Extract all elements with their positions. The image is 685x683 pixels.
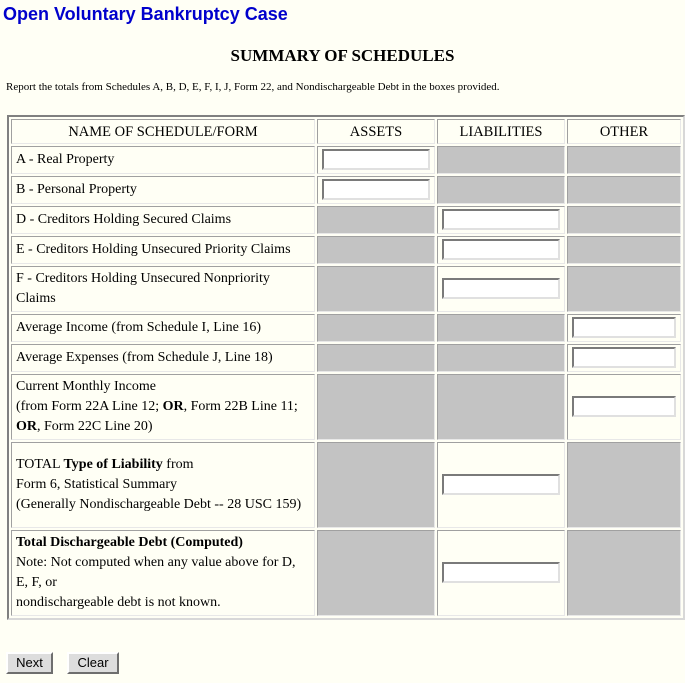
disabled-cell	[567, 530, 681, 616]
disabled-cell	[317, 530, 435, 616]
header-other: OTHER	[567, 119, 681, 144]
current-monthly-income-input[interactable]	[572, 396, 676, 417]
assets-cell	[317, 176, 435, 204]
next-button[interactable]: Next	[6, 652, 53, 674]
other-cell	[567, 374, 681, 440]
row-label: D - Creditors Holding Secured Claims	[11, 206, 315, 234]
disabled-cell	[567, 206, 681, 234]
page-title: Open Voluntary Bankruptcy Case	[3, 4, 288, 24]
discharge-note: nondischargeable debt is not known.	[16, 595, 221, 610]
cmi-line1: Current Monthly Income	[16, 379, 156, 394]
row-label	[11, 442, 315, 528]
row-label: B - Personal Property	[11, 176, 315, 204]
section-title: SUMMARY OF SCHEDULES	[230, 46, 455, 65]
liabilities-cell	[437, 442, 565, 528]
table-row-b	[11, 176, 681, 204]
table-row-total-type	[11, 442, 681, 528]
disabled-cell	[567, 442, 681, 528]
disabled-cell	[437, 176, 565, 204]
table-row-discharge	[11, 530, 681, 616]
table-row-a	[11, 146, 681, 174]
disabled-cell	[317, 236, 435, 264]
cmi-text: , Form 22C Line 20)	[37, 419, 153, 434]
liabilities-cell	[437, 236, 565, 264]
total-type-line2: Form 6, Statistical Summary	[16, 477, 177, 492]
header-row	[11, 119, 681, 144]
total-type-bold: Type of Liability	[63, 457, 163, 472]
disabled-cell	[437, 344, 565, 372]
row-label: E - Creditors Holding Unsecured Priority Claims	[11, 236, 315, 264]
clear-button[interactable]: Clear	[67, 652, 119, 674]
other-cell	[567, 344, 681, 372]
disabled-cell	[567, 266, 681, 312]
table-row-f	[11, 266, 681, 312]
row-label: Average Expenses (from Schedule J, Line 18)	[11, 344, 315, 372]
cmi-or: OR	[16, 419, 37, 434]
assets-cell	[317, 146, 435, 174]
table-row-d	[11, 206, 681, 234]
cmi-or: OR	[162, 399, 184, 414]
row-label: F - Creditors Holding Unsecured Nonpriority Claims	[11, 266, 315, 312]
disabled-cell	[567, 176, 681, 204]
header-assets: ASSETS	[317, 119, 435, 144]
dischargeable-debt-input[interactable]	[442, 562, 560, 583]
row-label	[11, 374, 315, 440]
total-type-line3: (Generally Nondischargeable Debt -- 28 USC 159)	[16, 497, 302, 512]
header-liabilities: LIABILITIES	[437, 119, 565, 144]
table-row-cmi	[11, 374, 681, 440]
secured-claims-liabilities-input[interactable]	[442, 209, 560, 230]
disabled-cell	[317, 314, 435, 342]
row-label	[11, 530, 315, 616]
disabled-cell	[317, 206, 435, 234]
disabled-cell	[317, 374, 435, 440]
cmi-text: (from Form 22A Line 12;	[16, 399, 163, 414]
disabled-cell	[567, 236, 681, 264]
average-expenses-other-input[interactable]	[572, 347, 676, 368]
total-type-text: from	[162, 457, 194, 472]
disabled-cell	[437, 146, 565, 174]
average-income-other-input[interactable]	[572, 317, 676, 338]
summary-of-schedules-table	[7, 115, 685, 620]
table-row-income	[11, 314, 681, 342]
real-property-assets-input[interactable]	[322, 149, 430, 170]
disabled-cell	[437, 374, 565, 440]
other-cell	[567, 314, 681, 342]
cmi-text: , Form 22B Line 11;	[183, 399, 298, 414]
personal-property-assets-input[interactable]	[322, 179, 430, 200]
header-name: NAME OF SCHEDULE/FORM	[11, 119, 315, 144]
disabled-cell	[437, 314, 565, 342]
disabled-cell	[317, 442, 435, 528]
table-row-e	[11, 236, 681, 264]
row-label: A - Real Property	[11, 146, 315, 174]
discharge-note: Note: Not computed when any value above for D, E, F, or	[16, 555, 296, 590]
nondischargeable-debt-input[interactable]	[442, 474, 560, 495]
table-row-expenses	[11, 344, 681, 372]
liabilities-cell	[437, 266, 565, 312]
liabilities-cell	[437, 206, 565, 234]
disabled-cell	[317, 266, 435, 312]
disabled-cell	[317, 344, 435, 372]
row-label: Average Income (from Schedule I, Line 16)	[11, 314, 315, 342]
disabled-cell	[567, 146, 681, 174]
liabilities-cell	[437, 530, 565, 616]
nonpriority-claims-liabilities-input[interactable]	[442, 278, 560, 299]
instructions-text: Report the totals from Schedules A, B, D, E, F, I, J, Form 22, and Nondischargeable Debt in the boxes provided.	[6, 81, 500, 93]
priority-claims-liabilities-input[interactable]	[442, 239, 560, 260]
discharge-bold: Total Dischargeable Debt (Computed)	[16, 535, 243, 550]
total-type-text: TOTAL	[16, 457, 64, 472]
